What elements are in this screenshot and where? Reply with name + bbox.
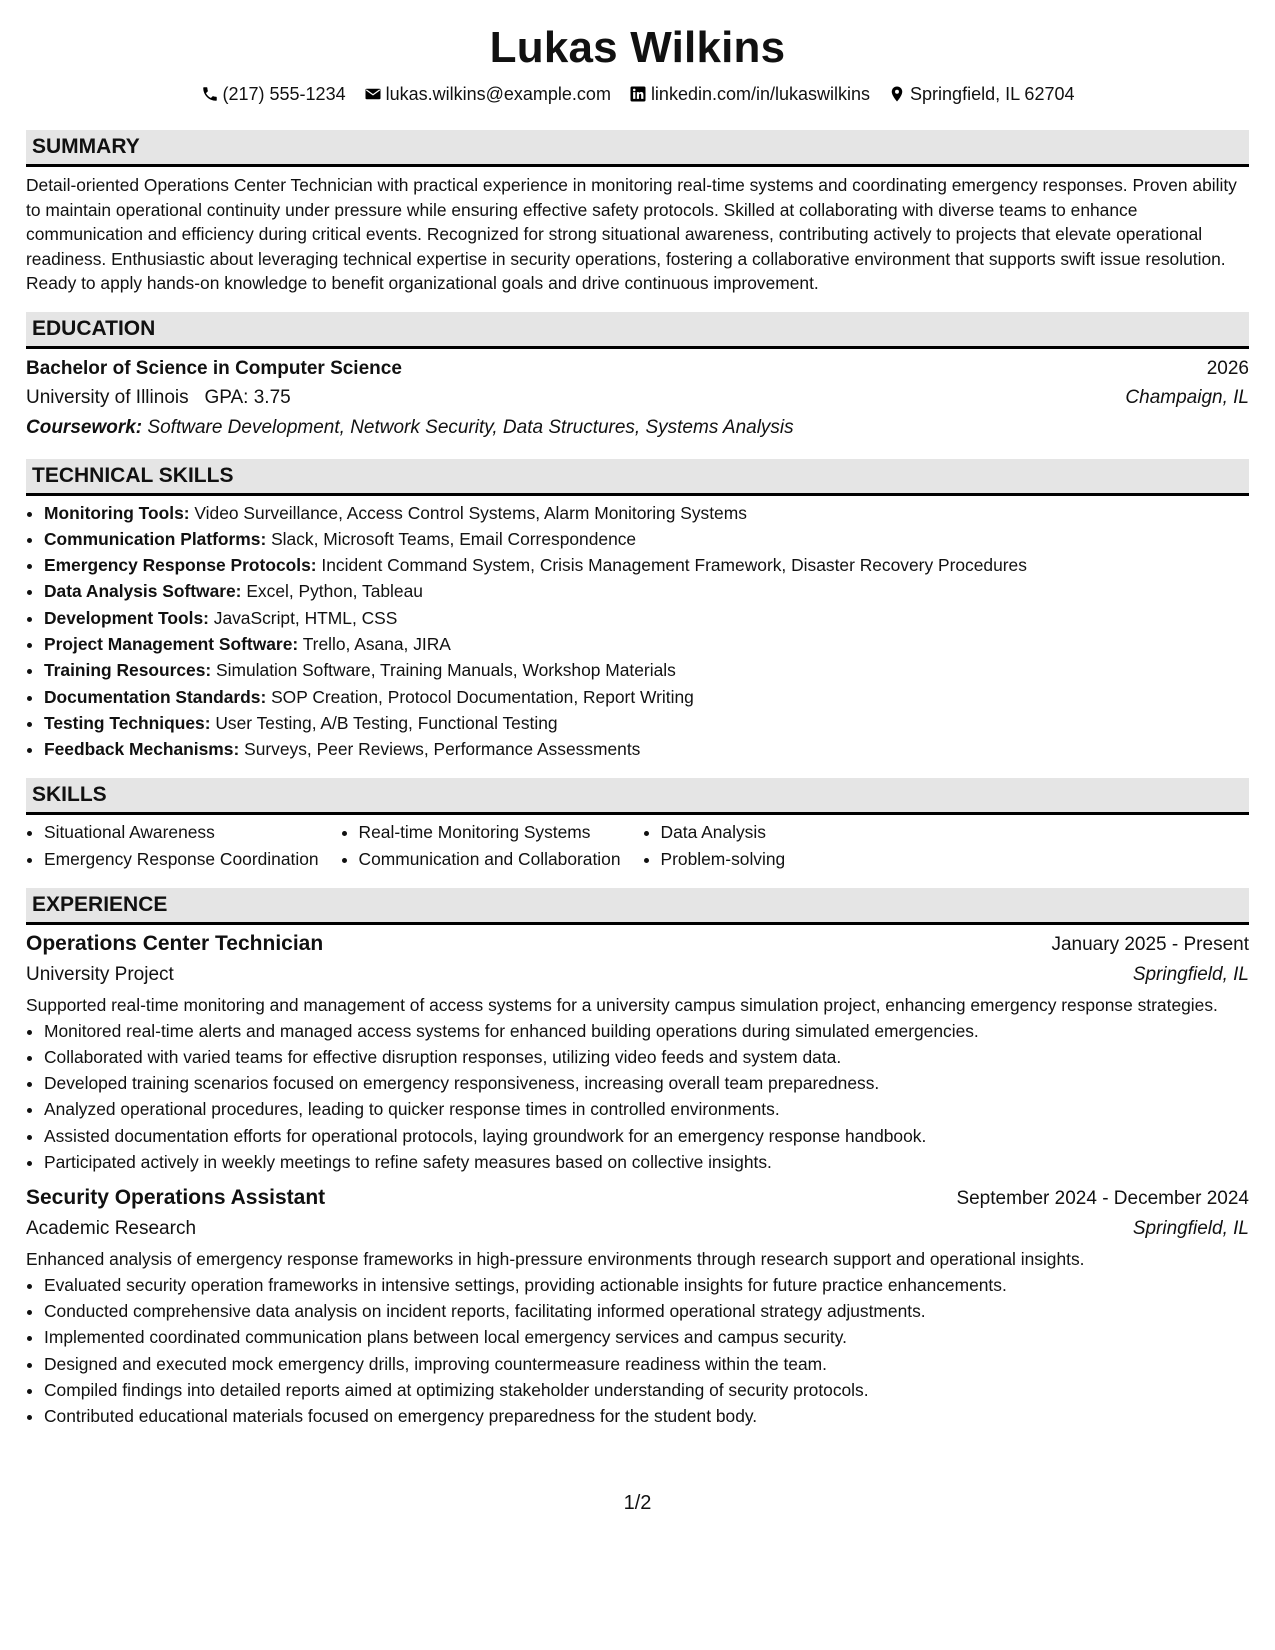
list-item: • Evaluated security operation frameworks in intensive settings, providing actionable insights for future practice enhancements. bbox=[44, 1272, 1249, 1298]
experience-heading: EXPERIENCE bbox=[26, 888, 1249, 925]
gpa: GPA: 3.75 bbox=[204, 386, 291, 408]
school-location: Champaign, IL bbox=[1125, 386, 1249, 408]
list-item bbox=[44, 631, 1249, 657]
graduation-year: 2026 bbox=[1206, 357, 1249, 379]
list-item bbox=[44, 500, 1249, 526]
list-item: • Data Analysis bbox=[661, 819, 786, 845]
list-item: • Analyzed operational procedures, leading to quicker response times in controlled environments. bbox=[44, 1096, 1249, 1122]
summary-heading: SUMMARY bbox=[26, 130, 1249, 167]
list-item: • Contributed educational materials focused on emergency preparedness for the student body. bbox=[44, 1403, 1249, 1429]
contact-phone bbox=[201, 82, 346, 106]
skill-label: Monitoring Tools: bbox=[44, 502, 190, 523]
map-pin-icon bbox=[888, 85, 906, 103]
page-number: 1/2 bbox=[623, 1492, 652, 1514]
list-item bbox=[44, 657, 1249, 683]
list-item: • Developed training scenarios focused on emergency responsiveness, increasing overall team preparedness. bbox=[44, 1070, 1249, 1096]
job-organization: Academic Research bbox=[26, 1218, 197, 1240]
contact-email bbox=[364, 82, 611, 106]
list-item bbox=[44, 684, 1249, 710]
technical-skills-heading: TECHNICAL SKILLS bbox=[26, 459, 1249, 496]
list-item: • Situational Awareness bbox=[44, 819, 319, 845]
skill-value: Simulation Software, Training Manuals, Workshop Materials bbox=[216, 660, 676, 681]
list-item bbox=[44, 736, 1249, 762]
education-entry bbox=[26, 355, 1249, 443]
skill-value: Incident Command System, Crisis Management Framework, Disaster Recovery Procedures bbox=[321, 555, 1027, 576]
list-item bbox=[44, 710, 1249, 736]
job-summary: Enhanced analysis of emergency response frameworks in high-pressure environments through research support and operational insights. bbox=[26, 1249, 1085, 1270]
skills-column bbox=[26, 819, 319, 872]
list-item: • Designed and executed mock emergency drills, improving countermeasure readiness within the team. bbox=[44, 1351, 1249, 1377]
skills-grid bbox=[26, 819, 1249, 872]
job-dates: January 2025 - Present bbox=[1051, 934, 1249, 956]
education-heading: EDUCATION bbox=[26, 312, 1249, 349]
skills-heading: SKILLS bbox=[26, 778, 1249, 815]
skill-value: Slack, Microsoft Teams, Email Correspondence bbox=[271, 528, 637, 549]
list-item bbox=[44, 526, 1249, 552]
skill-label: Communication Platforms: bbox=[44, 528, 267, 549]
skill-value: Trello, Asana, JIRA bbox=[302, 633, 451, 654]
contact-location bbox=[888, 82, 1074, 106]
technical-skills-list bbox=[26, 500, 1249, 763]
skill-label: Feedback Mechanisms: bbox=[44, 739, 240, 760]
skill-label: Documentation Standards: bbox=[44, 686, 267, 707]
job-location: Springfield, IL bbox=[1132, 964, 1249, 986]
phone-text[interactable]: (217) 555-1234 bbox=[222, 84, 346, 104]
skill-value: Surveys, Peer Reviews, Performance Assessments bbox=[244, 739, 641, 760]
job-dates: September 2024 - December 2024 bbox=[956, 1188, 1249, 1210]
job-summary: Supported real-time monitoring and management of access systems for a university campus simulation project, enhancing emergency response strategies. bbox=[26, 995, 1218, 1016]
list-item bbox=[44, 578, 1249, 604]
job-organization: University Project bbox=[26, 964, 174, 986]
degree-title: Bachelor of Science in Computer Science bbox=[26, 357, 402, 379]
list-item bbox=[44, 605, 1249, 631]
skill-value: Excel, Python, Tableau bbox=[246, 581, 423, 602]
list-item: • Emergency Response Coordination bbox=[44, 846, 319, 872]
list-item: • Problem-solving bbox=[661, 846, 786, 872]
skills-column bbox=[643, 819, 786, 872]
skill-value: SOP Creation, Protocol Documentation, Report Writing bbox=[271, 686, 694, 707]
linkedin-icon bbox=[629, 85, 647, 103]
job-location: Springfield, IL bbox=[1132, 1218, 1249, 1240]
contact-bar bbox=[26, 82, 1249, 106]
envelope-icon bbox=[364, 85, 382, 103]
skill-label: Development Tools: bbox=[44, 607, 209, 628]
job-title: Operations Center Technician bbox=[26, 932, 324, 956]
job-title: Security Operations Assistant bbox=[26, 1186, 326, 1210]
skill-value: Video Surveillance, Access Control Systems, Alarm Monitoring Systems bbox=[194, 502, 747, 523]
school-name: University of Illinois bbox=[26, 386, 189, 408]
linkedin-link[interactable]: linkedin.com/in/lukaswilkins bbox=[650, 84, 871, 104]
list-item: • Conducted comprehensive data analysis on incident reports, facilitating informed operational strategy adjustments. bbox=[44, 1298, 1249, 1324]
job-entry bbox=[26, 1183, 1249, 1429]
job-bullets bbox=[26, 1272, 1249, 1430]
skill-label: Training Resources: bbox=[44, 660, 212, 681]
coursework-list: Software Development, Network Security, Data Structures, Systems Analysis bbox=[147, 416, 794, 438]
list-item: • Assisted documentation efforts for operational protocols, laying groundwork for an emergency response handbook. bbox=[44, 1123, 1249, 1149]
coursework bbox=[26, 413, 1249, 443]
list-item: • Compiled findings into detailed reports aimed at optimizing stakeholder understanding of security protocols. bbox=[44, 1377, 1249, 1403]
candidate-name: Lukas Wilkins bbox=[489, 23, 786, 72]
list-item: • Monitored real-time alerts and managed access systems for enhanced building operations during simulated emergencies. bbox=[44, 1018, 1249, 1044]
list-item: • Real-time Monitoring Systems bbox=[359, 819, 621, 845]
coursework-label: Coursework: bbox=[26, 416, 143, 438]
location-text: Springfield, IL 62704 bbox=[910, 84, 1075, 104]
school-info bbox=[26, 383, 291, 413]
skills-column bbox=[341, 819, 621, 872]
email-link[interactable]: lukas.wilkins@example.com bbox=[385, 84, 611, 104]
phone-icon bbox=[201, 85, 219, 103]
skill-label: Data Analysis Software: bbox=[44, 581, 242, 602]
job-bullets bbox=[26, 1018, 1249, 1176]
summary-text: Detail-oriented Operations Center Technician with practical experience in monitoring real-time systems and coordinating emergency responses. Proven ability to maintain operational continuity under pressure while ensuring effective safety protocols. Skilled at collaborating with diverse teams to enhance communication and efficiency during critical events. Recognized for strong situational awareness, contributing actively to projects that elevate operational readiness. Enthusiastic about leveraging technical expertise in security operations, fostering a collaborative environment that supports swift issue resolution. Ready to apply hands-on knowledge to benefit organizational goals and drive continuous improvement. bbox=[26, 175, 1237, 293]
list-item bbox=[44, 552, 1249, 578]
skill-value: JavaScript, HTML, CSS bbox=[213, 607, 398, 628]
list-item: • Collaborated with varied teams for effective disruption responses, utilizing video feeds and system data. bbox=[44, 1044, 1249, 1070]
job-entry bbox=[26, 929, 1249, 1175]
skill-label: Testing Techniques: bbox=[44, 712, 211, 733]
list-item: • Participated actively in weekly meetings to refine safety measures based on collective insights. bbox=[44, 1149, 1249, 1175]
skill-label: Project Management Software: bbox=[44, 633, 299, 654]
skill-value: User Testing, A/B Testing, Functional Testing bbox=[215, 712, 558, 733]
list-item: • Implemented coordinated communication plans between local emergency services and campus security. bbox=[44, 1324, 1249, 1350]
contact-linkedin bbox=[629, 82, 870, 106]
list-item: • Communication and Collaboration bbox=[359, 846, 621, 872]
skill-label: Emergency Response Protocols: bbox=[44, 555, 317, 576]
